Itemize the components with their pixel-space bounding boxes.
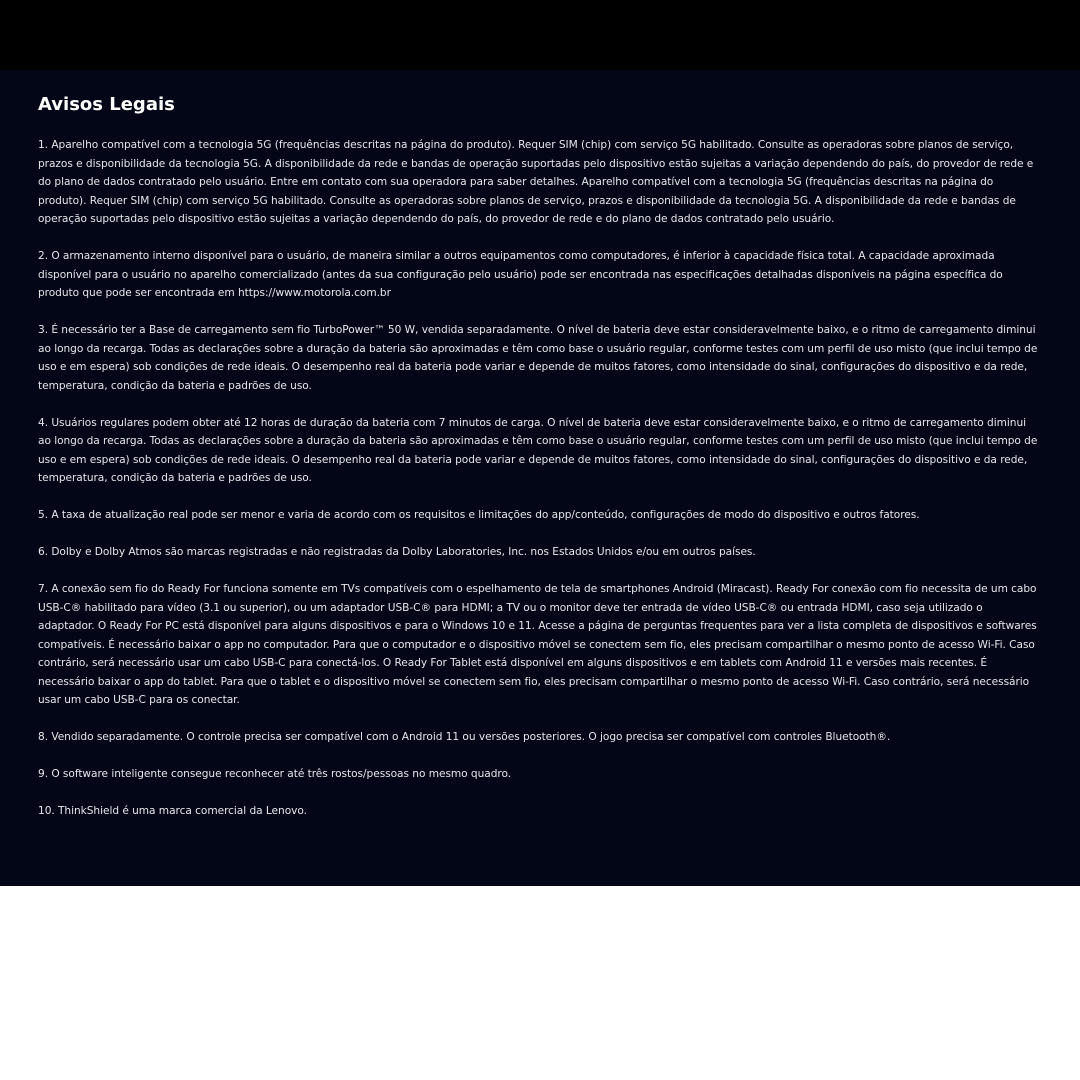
legal-notice-8: 8. Vendido separadamente. O controle precisa ser compatível com o Android 11 ou versões posteriores. O jogo precisa ser compatível com controles Bluetooth®. [38,731,891,743]
legal-notice-1: 1. Aparelho compatível com a tecnologia 5G (frequências descritas na página do produto). Requer SIM (chip) com serviço 5G habilitado. Consulte as operadoras sobre planos de serviço, prazos e disponibilidade da tecnologia 5G. A disponibilidade da rede e bandas de operação suportadas pelo dispositivo estão sujeitas a variação dependendo do país, do provedor de rede e do plano de dados contratado pelo usuário. Entre em contato com sua operadora para saber detalhes. Aparelho compatível com a tecnologia 5G (frequências descritas na página do produto). Requer SIM (chip) com serviço 5G habilitado. Consulte as operadoras sobre planos de serviço, prazos e disponibilidade da tecnologia 5G. A disponibilidade da rede e bandas de operação suportadas pelo dispositivo estão sujeitas a variação dependendo do país, do provedor de rede e do plano de dados contratado pelo usuário. [38,139,1034,225]
legal-title: Avisos Legais [38,94,175,115]
blank-bottom-area [0,886,1080,1080]
legal-notice-6: 6. Dolby e Dolby Atmos são marcas registradas e não registradas da Dolby Laboratories, Inc. nos Estados Unidos e/ou em outros países. [38,546,756,558]
legal-notice-9: 9. O software inteligente consegue reconhecer até três rostos/pessoas no mesmo quadro. [38,768,512,780]
legal-notice-2: 2. O armazenamento interno disponível para o usuário, de maneira similar a outros equipamentos como computadores, é inferior à capacidade física total. A capacidade aproximada disponível para o usuário no aparelho comercializado (antes da sua configuração pelo usuário) pode ser encontrada nas especificações detalhadas disponíveis na página específica do produto que pode ser encontrada em https://www.motorola.com.br [38,250,1003,299]
legal-notice-4: 4. Usuários regulares podem obter até 12 horas de duração da bateria com 7 minutos de carga. O nível de bateria deve estar consideravelmente baixo, e o ritmo de carregamento diminui ao longo da recarga. Todas as declarações sobre a duração da bateria são aproximadas e têm como base o usuário regular, conforme testes com um perfil de uso misto (que inclui tempo de uso e em espera) sob condições de rede ideais. O desempenho real da bateria pode variar e depende de muitos fatores, como intensidade do sinal, configurações do dispositivo e da rede, temperatura, condição da bateria e padrões de uso. [38,416,1038,484]
legal-notices-section [0,70,1080,886]
legal-notice-10: 10. ThinkShield é uma marca comercial da Lenovo. [38,805,307,817]
top-bar [0,0,1080,70]
legal-notice-list [38,136,1042,821]
legal-notice-7: 7. A conexão sem fio do Ready For funciona somente em TVs compatíveis com o espelhamento de tela de smartphones Android (Miracast). Ready For conexão com fio necessita de um cabo USB-C® habilitado para vídeo (3.1 ou superior), ou um adaptador USB-C® para HDMI; a TV ou o monitor deve ter entrada de vídeo USB-C® ou entrada HDMI, caso seja utilizado o adaptador. O Ready For PC está disponível para alguns dispositivos e para o Windows 10 e 11. Acesse a página de perguntas frequentes para ver a lista completa de dispositivos e softwares compatíveis. É necessário baixar o app no computador. Para que o computador e o dispositivo móvel se conectem sem fio, eles precisam compartilhar o mesmo ponto de acesso Wi-Fi. Caso contrário, será necessário usar um cabo USB-C para conectá-los. O Ready For Tablet está disponível em alguns dispositivos e em tablets com Android 11 e versões mais recentes. É necessário baixar o app do tablet. Para que o tablet e o dispositivo móvel se conectem sem fio, eles precisam compartilhar o mesmo ponto de acesso Wi-Fi. Caso contrário, será necessário usar um cabo USB-C para os conectar. [38,583,1037,706]
legal-notice-3: 3. É necessário ter a Base de carregamento sem fio TurboPower™ 50 W, vendida separadamente. O nível de bateria deve estar consideravelmente baixo, e o ritmo de carregamento diminui ao longo da recarga. Todas as declarações sobre a duração da bateria são aproximadas e têm como base o usuário regular, conforme testes com um perfil de uso misto (que inclui tempo de uso e em espera) sob condições de rede ideais. O desempenho real da bateria pode variar e depende de muitos fatores, como intensidade do sinal, configurações do dispositivo e da rede, temperatura, condição da bateria e padrões de uso. [38,324,1038,392]
legal-notice-5: 5. A taxa de atualização real pode ser menor e varia de acordo com os requisitos e limitações do app/conteúdo, configurações de modo do dispositivo e outros fatores. [38,509,920,521]
